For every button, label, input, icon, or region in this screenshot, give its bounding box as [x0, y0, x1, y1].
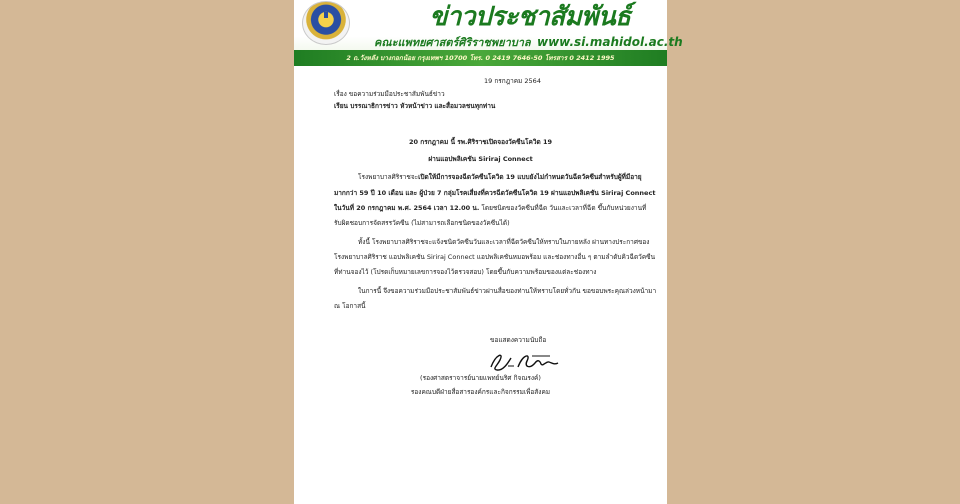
- para2-line1: ทั้งนี้ โรงพยาบาลศิริราชจะแจ้งชนิดวัคซีนวันและเวลาที่ฉีดวัคซีนให้ทราบในภายหลัง ผ่านทางประกาศของ: [358, 238, 650, 246]
- signer-title: รองคณบดีฝ่ายสื่อสารองค์กรและกิจกรรมเพื่อสังคม: [410, 388, 551, 396]
- letter-subject: เรื่อง ขอความร่วมมือประชาสัมพันธ์ข่าว: [334, 90, 445, 98]
- header-address: 2 ถ.วังหลัง บางกอกน้อย กรุงเทพฯ 10700 โทร. 0 2419 7646-50 โทรสาร 0 2412 1995: [346, 54, 615, 62]
- press-release-page: [294, 0, 683, 504]
- headline-line-1: 20 กรกฎาคม นี้ รพ.ศิริราชเปิดจองวัคซีนโควิด 19: [408, 138, 553, 146]
- letterhead: [294, 0, 683, 66]
- para3-line2: ณ โอกาสนี้: [334, 302, 366, 310]
- headline-line-2: ผ่านแอปพลิเคชัน Siriraj Connect: [428, 155, 533, 163]
- header-subtitle: คณะแพทยศาสตร์ศิริราชพยาบาล: [374, 36, 531, 49]
- header-title: ข่าวประชาสัมพันธ์: [429, 2, 631, 32]
- para1-line3: ในวันที่ 20 กรกฎาคม พ.ศ. 2564 เวลา 12.00 น. โดยชนิดของวัคซีนที่ฉีด วันและเวลาที่ฉีด ขึ้นกับหน่วยงานที่: [334, 204, 647, 212]
- signer-name: (รองศาสตราจารย์นายแพทย์นริศ กิจณรงค์): [420, 374, 541, 382]
- para1-line4: รับผิดชอบการจัดสรรวัคซีน (ไม่สามารถเลือกชนิดของวัคซีนได้): [334, 219, 510, 227]
- para3-line1: ในการนี้ จึงขอความร่วมมือประชาสัมพันธ์ข่าวผ่านสื่อของท่านให้ทราบโดยทั่วกัน ขอขอบพระคุณล่วงหน้ามา: [358, 287, 657, 295]
- para2-line2: โรงพยาบาลศิริราช แอปพลิเคชัน Siriraj Connect แอปพลิเคชันหมอพร้อม และช่องทางอื่น ๆ ตามลำดับคิวฉีดวัคซีน: [334, 253, 656, 261]
- header-website: www.si.mahidol.ac.th: [537, 35, 683, 49]
- para1-line2: มากกว่า 59 ปี 10 เดือน และ ผู้ป่วย 7 กลุ่มโรคเสี่ยงที่ควรฉีดวัคซีนโควิด 19 ผ่านแอปพลิเคชัน Siriraj Connect: [334, 189, 656, 197]
- letter-date: 19 กรกฎาคม 2564: [484, 77, 541, 85]
- letter-recipient: เรียน บรรณาธิการข่าว หัวหน้าข่าว และสื่อมวลชนทุกท่าน: [334, 102, 496, 110]
- handwritten-signature: [488, 349, 560, 373]
- para2-line3: ที่ท่านจองไว้ (โปรดเก็บหมายเลขการจองไว้ตรวจสอบ) โดยขึ้นกับความพร้อมของแต่ละช่องทาง: [334, 268, 597, 276]
- letter-closing: ขอแสดงความนับถือ: [490, 336, 547, 344]
- faculty-seal-logo: [302, 1, 350, 45]
- para1-line1: โรงพยาบาลศิริราชจะเปิดให้มีการจองฉีดวัคซีนโควิด 19 แบบยังไม่กำหนดวันฉีดวัคซีนสำหรับผู้ที่มีอายุ: [358, 173, 642, 181]
